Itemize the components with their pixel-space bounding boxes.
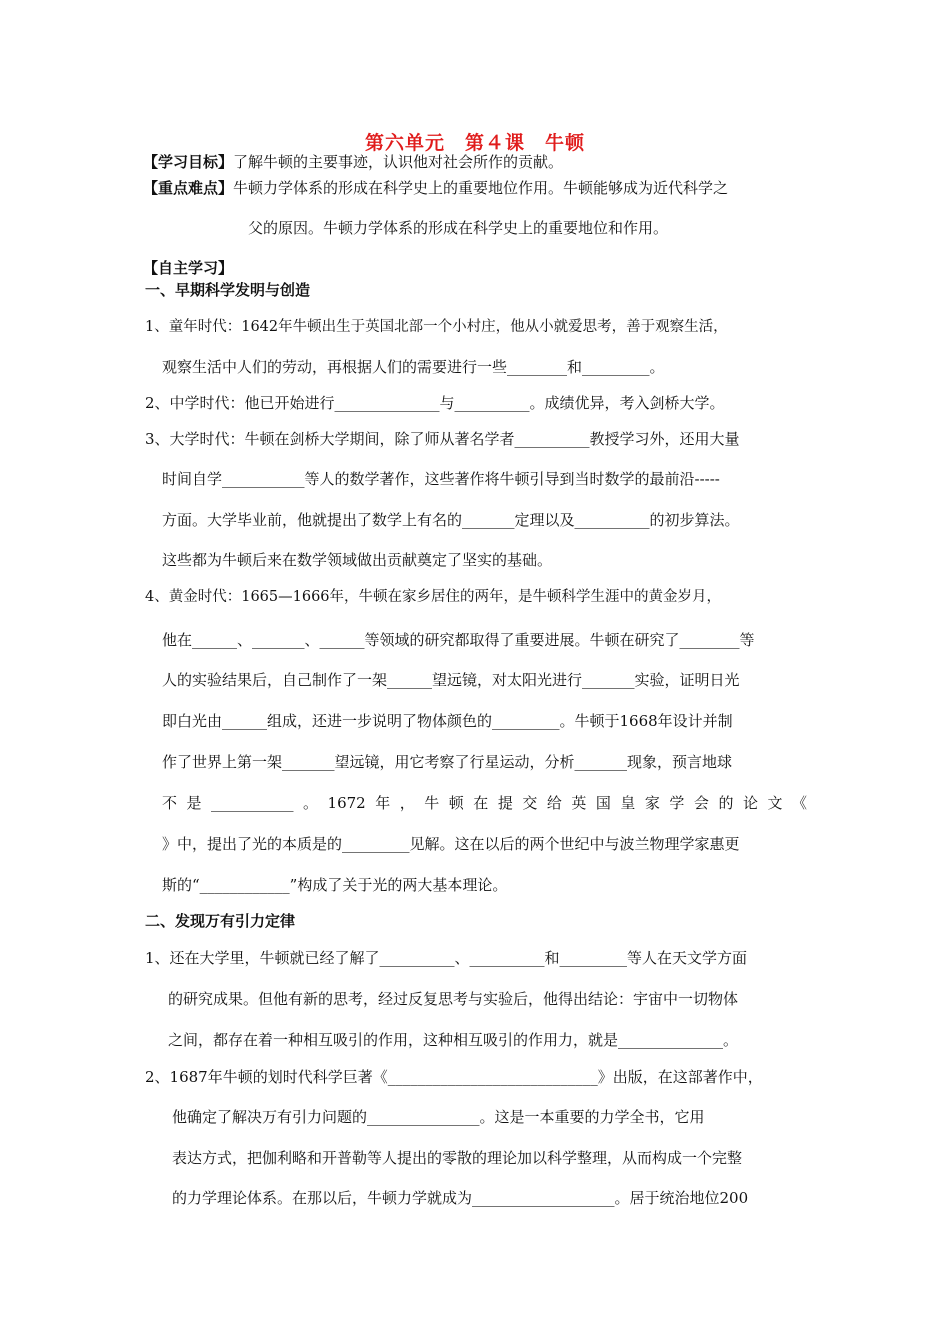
objectives-text: 了解牛顿的主要事迹，认识他对社会所作的贡献。 [233, 153, 564, 171]
section2-line: 之间，都存在着一种相互吸引的作用，这种相互吸引的作用力，就是______________。 [168, 1031, 739, 1049]
section2-line: 的研究成果。但他有新的思考，经过反复思考与实验后，他得出结论：宇宙中一切物体 [168, 990, 739, 1008]
section1-line: 方面。大学毕业前，他就提出了数学上有名的_______定理以及__________的初步算法。 [162, 511, 740, 529]
section1-line: 4、黄金时代：1665—1666年，牛顿在家乡居住的两年，是牛顿科学生涯中的黄金岁月， [145, 589, 722, 605]
section1-line: 即白光由______组成，还进一步说明了物体颜色的_________。牛顿于1668年设计并制 [162, 712, 733, 730]
section1-heading: 一、早期科学发明与创造 [145, 281, 311, 299]
self-study-heading: 【自主学习】 [143, 259, 234, 277]
key-points-line2: 父的原因。牛顿力学体系的形成在科学史上的重要地位和作用。 [248, 219, 669, 237]
key-points-label: 【重点难点】 [143, 179, 234, 197]
section1-line: 》中，提出了光的本质是的_________见解。这在以后的两个世纪中与波兰物理学家惠更 [162, 835, 740, 853]
page-title: 第六单元 第４课 牛顿 [364, 132, 585, 154]
section1-line: 时间自学___________等人的数学著作，这些著作将牛顿引导到当时数学的最前沿----- [162, 470, 720, 488]
section1-line: 斯的“____________”构成了关于光的两大基本理论。 [162, 876, 508, 894]
section1-line: 观察生活中人们的劳动，再根据人们的需要进行一些________和_________。 [162, 358, 665, 376]
section1-line: 这些都为牛顿后来在数学领域做出贡献奠定了坚实的基础。 [162, 551, 553, 569]
section2-line: 1、还在大学里，牛顿就已经了解了__________、__________和_________等人在天文学方面 [145, 949, 748, 967]
section2-heading: 二、发现万有引力定律 [145, 912, 296, 930]
objectives-label: 【学习目标】 [143, 153, 234, 171]
key-points-line1: 牛顿力学体系的形成在科学史上的重要地位作用。牛顿能够成为近代科学之 [233, 179, 729, 197]
section1-line: 3、大学时代：牛顿在剑桥大学期间，除了师从著名学者__________教授学习外，还用大量 [145, 430, 740, 448]
section2-line: 表达方式，把伽利略和开普勒等人提出的零散的理论加以科学整理，从而构成一个完整 [172, 1149, 743, 1167]
section2-line: 2、1687年牛顿的划时代科学巨著《____________________________》出版，在这部著作中， [145, 1068, 763, 1086]
objectives-line [143, 152, 563, 172]
section1-line: 作了世界上第一架_______望远镜，用它考察了行星运动，分析_______现象，预言地球 [162, 753, 733, 771]
key-points-line [143, 178, 728, 198]
section1-line: 2、中学时代：他已开始进行______________与__________。成绩优异，考入剑桥大学。 [145, 394, 725, 412]
section1-line: 他在______、_______、______等领域的研究都取得了重要进展。牛顿在研究了________等 [162, 631, 755, 649]
section2-line: 的力学理论体系。在那以后，牛顿力学就成为___________________。居于统治地位200 [172, 1189, 749, 1207]
section1-line: 1、童年时代：1642年牛顿出生于英国北部一个小村庄，他从小就爱思考，善于观察生活， [145, 319, 728, 335]
section1-line: 不是___________。1672年，牛顿在提交给英国皇家学会的论文《 [162, 794, 807, 812]
section1-line: 人的实验结果后，自己制作了一架______望远镜，对太阳光进行_______实验，证明日光 [162, 671, 740, 689]
section2-line: 他确定了解决万有引力问题的_______________。这是一本重要的力学全书，它用 [172, 1108, 705, 1126]
